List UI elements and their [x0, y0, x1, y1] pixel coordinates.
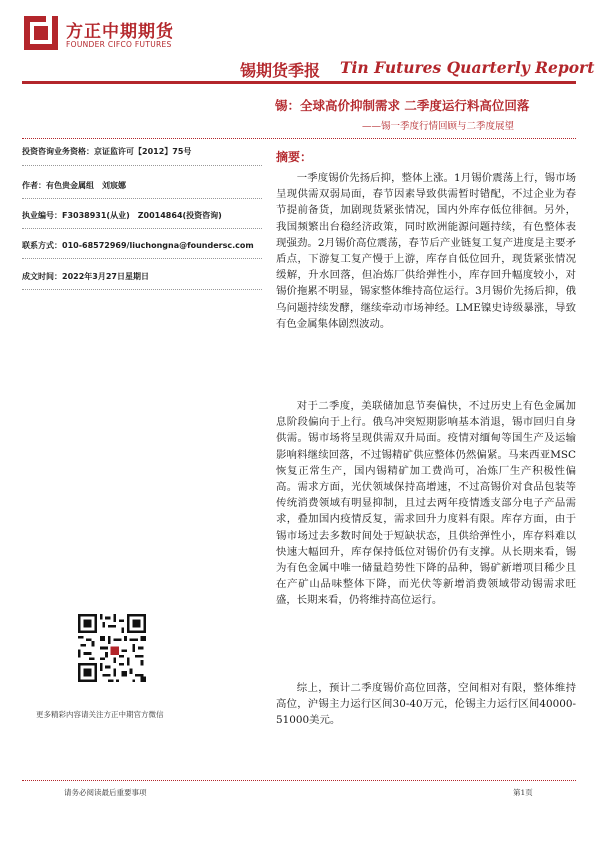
wechat-qr-code-icon	[78, 614, 146, 682]
abstract-heading: 摘要：	[276, 150, 313, 164]
sidebar-divider	[22, 289, 262, 290]
report-type-cn: 锡期货季报	[240, 61, 321, 80]
footer-divider	[22, 780, 576, 781]
brand-name-en: FOUNDER CIFCO FUTURES	[66, 40, 172, 49]
title-divider	[22, 138, 576, 139]
founder-logo-icon	[22, 14, 60, 52]
report-type-en: Tin Futures Quarterly Report	[340, 58, 595, 77]
contact-info: 联系方式：010-68572969/liuchongna@foundersc.com	[22, 241, 254, 250]
license-info: 投资咨询业务资格：京证监许可【2012】75号	[22, 147, 192, 156]
publish-date: 成文时间：2022年3月27日星期日	[22, 272, 149, 281]
brand-logo	[22, 14, 202, 54]
abstract-paragraph-2: 对于二季度，美联储加息节奏偏快，不过历史上有色金属加息阶段偏向于上行。俄乌冲突短期影响基本消退，锡市回归自身供需。锡市场将呈现供需双升局面。疫情对缅甸等国生产及运输影响料继续回落，不过锡精矿供应整体仍然偏紧。马来西亚MSC恢复正常生产，国内锡精矿加工费尚可，冶炼厂生产积极性偏高。需求方面，光伏领域保持高增速，不过高锡价对食品包装等传统消费领域有明显抑制，且过去两年疫情透支部分电子产品需求，叠加国内疫情反复，需求回升力度料有限。库存方面，由于锡市场过去多数时间处于短缺状态，且供给弹性小，库存料难以快速大幅回升，库存保持低位对锡价仍有支撑。从长期来看，锡为有色金属中唯一储量趋势性下降的品种，锡矿新增项目稀少且在产矿山品味整体下降，而光伏等新增消费领域带动锡需求旺盛，长期来看，仍将维持高位运行。	[276, 400, 576, 607]
qr-caption: 更多精彩内容请关注方正中期官方微信	[36, 710, 164, 719]
page-number: 第1页	[513, 788, 533, 797]
abstract-paragraph-3: 综上，预计二季度锡价高位回落，空间相对有限，整体维持高位，沪锡主力运行区间30-40万元，伦锡主力运行区间40000-51000美元。	[276, 682, 576, 727]
sidebar-divider	[22, 165, 262, 166]
report-subtitle: ——锡一季度行情回顾与二季度展望	[362, 121, 515, 132]
footer-disclaimer: 请务必阅读最后重要事项	[64, 788, 147, 797]
sidebar-divider	[22, 198, 262, 199]
author-info: 作者：有色贵金属组 刘宸娜	[22, 181, 126, 190]
sidebar-divider	[22, 228, 262, 229]
header-rule	[22, 81, 576, 84]
cert-number: 执业编号：F3038931(从业) Z0014864(投资咨询)	[22, 211, 222, 220]
brand-name-cn: 方正中期期货	[66, 22, 174, 42]
abstract-paragraph-1: 一季度锡价先扬后抑，整体上涨。1月锡价震荡上行，锡市场呈现供需双弱局面，春节因素导致供需暂时错配，不过企业为春节提前备货，加剧现货紧张情况，国内外库存低位徘徊。另外，我国频繁出台稳经济政策，同时欧洲能源问题持续，有色整体表现强劲。2月锡价高位震荡，春节后产业链复工复产进度是主要矛盾点，下游复工复产慢于上游，库存自低位回升，现货紧张情况缓解，升水回落，但冶炼厂供给弹性小，库存回升幅度较小，对锡价拖累不明显，锡家整体维持高位运行。3月锡价先扬后抑，俄乌问题持续发酵，继续牵动市场神经。LME镍史诗级暴涨，导致有色金属集体剧烈波动。	[276, 172, 576, 330]
report-title: 锡：全球高价抑制需求 二季度运行料高位回落	[275, 98, 530, 113]
sidebar-divider	[22, 258, 262, 259]
